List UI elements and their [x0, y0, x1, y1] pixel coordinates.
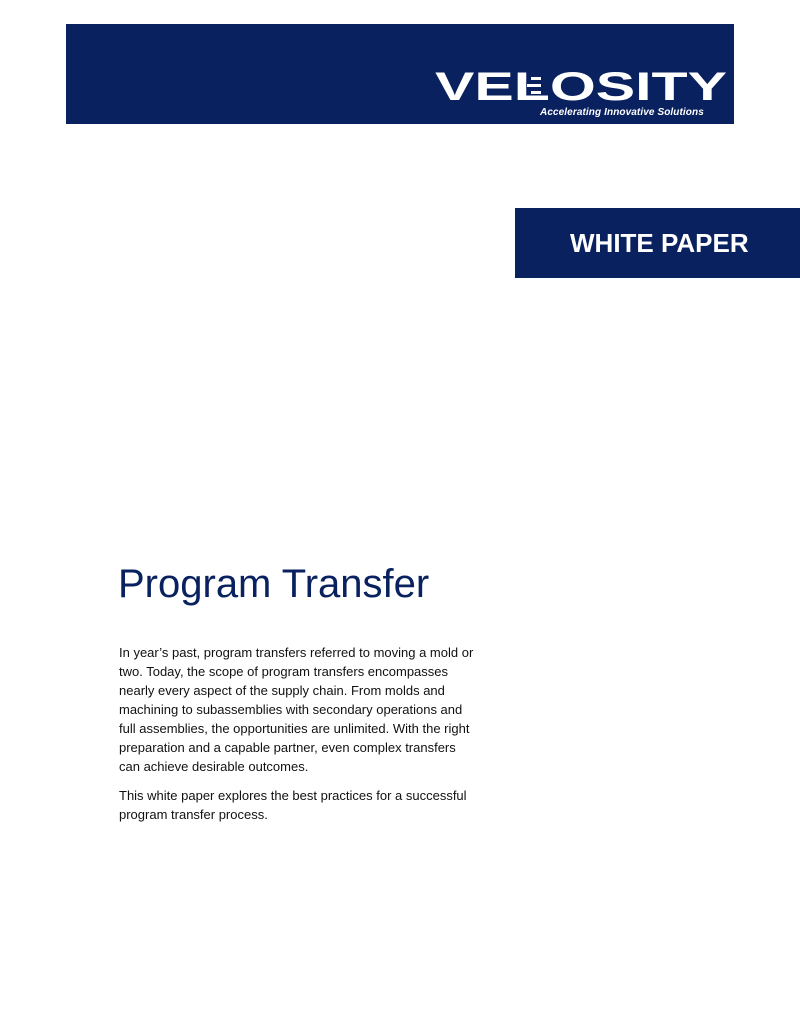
document-body: [119, 643, 479, 834]
document-title: Program Transfer: [118, 562, 430, 606]
body-paragraph: In year’s past, program transfers referred to moving a mold or two. Today, the scope of program transfers encompasses nearly every aspect of the supply chain. From molds and machining to subassemblies with secondary operations and full assemblies, the opportunities are unlimited. With the right preparation and a capable partner, even complex transfers can achieve desirable outcomes.: [119, 645, 474, 774]
logo-text: VELOSITY: [435, 66, 728, 106]
body-paragraph: This white paper explores the best practices for a successful program transfer process.: [119, 788, 467, 822]
document-type-label: [515, 208, 800, 278]
logo-tagline: Accelerating Innovative Solutions: [540, 107, 704, 118]
velosity-logo: [435, 66, 730, 106]
document-type-text: WHITE PAPER: [570, 228, 749, 258]
